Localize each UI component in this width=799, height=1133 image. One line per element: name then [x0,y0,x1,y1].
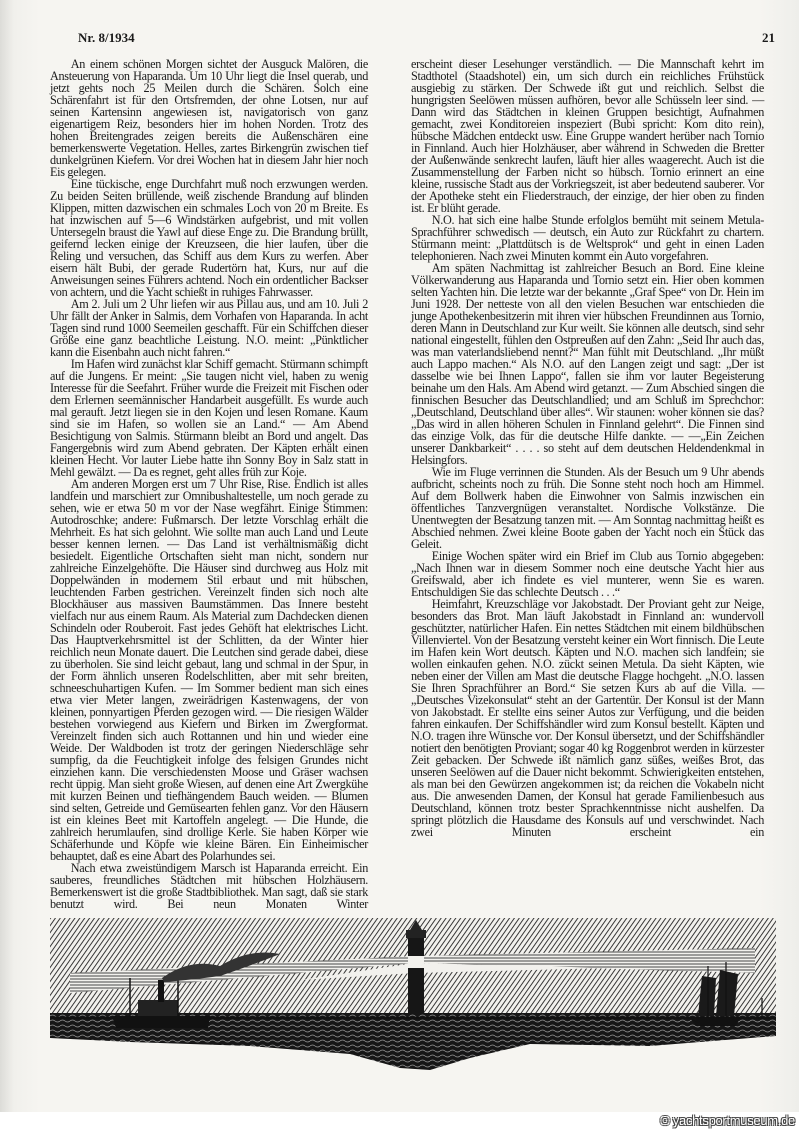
paragraph: Nach etwa zweistündigem Marsch ist Haparanda erreicht. Ein sauberes, freundliches Städtchen mit hübschen Holzhäusern. Bemerkenswert ist die große Stadtbibliothek. Man sagt, daß sie stark benutzt wird. Bei neun Monaten Winter [50,861,368,911]
paragraph: Im Hafen wird zunächst klar Schiff gemacht. Stürmann schimpft auf die Jungens. Er meint: „Sie taugen nicht viel, haben zu wenig Interesse für die Seefahrt. Früher wurde die Freizeit mit Fischen oder dem Erlernen seemännischer Handarbeit ausgefüllt. Es wurde auch mal gerauft. Jetzt liegen sie in den Kojen und lesen Romane. Kaum sind sie im Hafen, so wollen sie an Land.“ — Am Abend Besichtigung von Salmis. Stürmann bleibt an Bord und angelt. Das Fangergebnis wird zum Abend gebraten. Der Käpten erhält einen kleinen Hecht. Vor lauter Liebe hatte ihn Sonny Boy in Salz statt in Mehl gewälzt. — Da es regnet, geht alles früh zur Koje. [50,357,368,479]
paragraph: N.O. hat sich eine halbe Stunde erfolglos bemüht mit seinem Metula-Sprachführer schwedisch — deutsch, ein Auto zur Rückfahrt zu chartern. Stürmann meint: „Plattdütsch is de Weltsprok“ und geht in einen Laden telephonieren. Nach zwei Minuten kommt ein Auto vorgefahren. [411,213,764,263]
paragraph: Wie im Fluge verrinnen die Stunden. Als der Besuch um 9 Uhr abends aufbricht, scheints noch zu früh. Die Sonne steht noch hoch am Himmel. Auf dem Bollwerk haben die Einwohner von Salmis inzwischen ein öffentliches Tanzvergnügen veranstaltet. Nordische Volkstänze. Die Unentwegten der Besatzung tanzen mit. — Am Sonntag nachmittag heißt es Abschied nehmen. Zwei kleine Boote gaben der Yacht noch ein Stück das Geleit. [411,465,764,551]
paragraph: Am 2. Juli um 2 Uhr liefen wir aus Pillau aus, und am 10. Juli 2 Uhr fällt der Anker in Salmis, dem Vorhafen von Haparanda. In acht Tagen sind rund 1000 Seemeilen geschafft. Für ein Schiffchen dieser Größe eine ganz beachtliche Leistung. N.O. meint: „Pünktlicher kann die Eisenbahn auch nicht fahren.“ [50,297,368,359]
paragraph: Heimfahrt, Kreuzschläge vor Jakobstadt. Der Proviant geht zur Neige, besonders das Brot. Man läuft Jakobstadt in Finnland an: wundervoll geschützter, natürlicher Hafen. Ein nettes Städtchen mit einem bildhübschen Villenviertel. Von der Besatzung versteht keiner ein Wort finnisch. Die Leute im Hafen kein Wort deutsch. Käpten und N.O. machen sich landfein; sie wollen einkaufen gehen. N.O. zückt seinen Metula. Da sieht Käpten, wie neben einer der Villen am Mast die deutsche Flagge hochgeht. „N.O. lassen Sie Ihren Sprachführer an Bord.“ Sie setzen Kurs ab auf die Villa. — „Deutsches Vizekonsulat“ steht an der Gartentür. Der Konsul ist der Mann von Jakobstadt. Er stellte eins seiner Autos zur Verfügung, und die beiden fahren einkaufen. Der Schiffshändler wird zum Konsul bestellt. Käpten und N.O. tragen ihre Wünsche vor. Der Konsul übersetzt, und der Schiffshändler notiert den benötigten Proviant; sogar 40 kg Roggenbrot werden in kürzester Zeit gebacken. Der Schwede ißt nämlich ganz süßes, weißes Brot, das unseren Seelöwen auf die Dauer nicht bekommt. Schwierigkeiten entstehen, als man bei den Gewürzen angekommen ist; da reichen die Vokabeln nicht aus. Die anwesenden Damen, der Konsul hat gerade Familienbesuch aus Deutschland, können trotz bester Sprachkenntnisse nicht aushelfen. Da springt plötzlich die Hausdame des Konsuls auf und verschwindet. Nach zwei Minuten erscheint ein [411,597,764,839]
page-number: 21 [762,30,775,45]
paragraph: An einem schönen Morgen sichtet der Ausguck Malören, die Ansteuerung von Haparanda. Um 10 Uhr liegt die Insel querab, und jetzt gehts noch 25 Meilen durch die Schären. Solch eine Schärenfahrt ist für den Ortsfremden, der ohne Lotsen, nur auf seinen Kartensinn angewiesen ist, navigatorisch von ganz eigenartigem Reiz, besonders hier im hohen Norden. Trotz des hohen Breitengrades zeigen bereits die Außenschären eine bemerkenswerte Vegetation. Helles, zartes Birkengrün zwischen tief dunkelgrünen Kiefern. Vor drei Wochen hat in diesem Jahr hier noch Eis gelegen. [50,57,368,179]
paragraph: Am anderen Morgen erst um 7 Uhr Rise, Rise. Endlich ist alles landfein und marschiert zur Omnibushaltestelle, um noch gerade zu sehen, wie er etwa 50 m vor der Nase wegfährt. Einige Stimmen: Autodroschke; andere: Fußmarsch. Der letzte Vorschlag erhält die Mehrheit. Es hat sich gelohnt. Wie sollte man auch Land und Leute besser kennen lernen. — Das Land ist verhältnismäßig dicht besiedelt. Eigentliche Ortschaften sieht man nicht, sondern nur zahlreiche Einzelgehöfte. Die Häuser sind durchweg aus Holz mit Doppelwänden in modernem Stil erbaut und mit hübschen, leuchtenden Farben gestrichen. Vereinzelt finden sich noch alte Blockhäuser aus massiven Baumstämmen. Das Innere besteht vielfach nur aus einem Raum. Als Material zum Dachdecken dienen Schindeln oder Rouberoit. Fast jedes Gehöft hat elektrisches Licht. Das Hauptverkehrsmittel ist der Schlitten, da der Winter hier reichlich neun Monate dauert. Die Leutchen sind gerade dabei, diese zu überholen. Sie sind leicht gebaut, lang und schmal in der Spur, in der Form ähnlich unseren Rodelschlitten, aber mit sehr breiten, schneeschuhartigen Kufen. — Im Sommer bedient man sich eines etwa vier Meter langen, zweirädrigen Kastenwagens, der von kleinen, ponnyartigen Pferden gezogen wird. — Die riesigen Wälder bestehen vorwiegend aus Kiefern und Birken im Zwergformat. Vereinzelt finden sich auch Rottannen und hin und wieder eine Weide. Der Waldboden ist trotz der geringen Niederschläge sehr sumpfig, da die Feuchtigkeit infolge des felsigen Grundes nicht einziehen kann. Die verschiedensten Moose und Gräser wachsen recht üppig. Man sieht große Wiesen, auf denen eine Art Zwergkühe mit kurzen Beinen und tiefhängendem Bauch weiden. — Blumen sind selten, Getreide und Gemüsearten fehlen ganz. Vor den Häusern ist ein kleines Beet mit Kartoffeln angelegt. — Die Hunde, die zahlreich herumlaufen, sind drollige Kerle. Sie haben Körper wie Schäferhunde und Köpfe wie kleine Bären. Ein Einheimischer behauptet, daß es eine Abart des Polarhundes sei. [50,477,368,863]
watermark: © yachtsportmuseum.de [660,1113,795,1128]
paragraph: erscheint dieser Lesehunger verständlich. — Die Mannschaft kehrt im Stadthotel (Staadshotel) ein, um sich durch ein reichliches Frühstück ausgiebig zu stärken. Der Schwede ißt gut und reichlich. Selbst die hungrigsten Seelöwen müssen aufhören, bevor alle Schüsseln leer sind. — Dann wird das Städtchen in kleinen Gruppen besichtigt, Aufnahmen gemacht, zwei Konditoreien inspeziert (Bubi spricht: Kom dito rein), hübsche Mädchen entdeckt usw. Eine Gruppe wandert herüber nach Tornio in Finnland. Auch hier Holzhäuser, aber während in Schweden die Bretter der Außenwände senkrecht laufen, läuft hier alles waagerecht. Auch ist die Zusammenstellung der Farben nicht so hübsch. Tornio erinnert an eine kleine, russische Stadt aus der Vorkriegszeit, ist aber bedeutend sauberer. Vor der Apotheke steht ein Fliederstrauch, der einzige, der hier oben zu finden ist. Er blüht gerade. [411,57,764,215]
paragraph: Einige Wochen später wird ein Brief im Club aus Tornio abgegeben: „Nach Ihnen war in diesem Sommer noch eine deutsche Yacht hier aus Greifswald, aber ich findete es viel munterer, wenn Sie es waren. Entschuldigen Sie das schlechte Deutsch . . .“ [411,549,764,599]
right-column [411,58,764,838]
paragraph: Eine tückische, enge Durchfahrt muß noch erzwungen werden. Zu beiden Seiten brüllende, weiß zischende Brandung auf blinden Klippen, mitten dazwischen ein schmales Loch von 20 m Breite. Es hat inzwischen auf 5—6 Windstärken aufgebrist, und mit vollen Untersegeln braust die Yawl auf diese Enge zu. Die Brandung brüllt, geifernd lecken einige der Kreuzseen, die hier laufen, über die Reling und versuchen, das Schiff aus dem Kurs zu werfen. Aber eisern hält Bubi, der gerade Rudertörn hat, Kurs, nur auf die Anweisungen seines Führers achtend. Noch ein ordentlicher Backser von achtern, und die Yacht schießt in ruhiges Fahrwasser. [50,177,368,299]
left-column [50,58,368,910]
lighthouse-seascape-illustration [50,918,776,1078]
lighthouse-icon [406,920,426,1014]
issue-number: Nr. 8/1934 [78,30,135,45]
paragraph: Am späten Nachmittag ist zahlreicher Besuch an Bord. Eine kleine Völkerwanderung aus Haparanda und Tornio setzt ein. Hier oben kommen selten Yachten hin. Die letzte war der bekannte „Graf Spee“ von Dr. Hein im Juni 1928. Der netteste von all den vielen Besuchen war entschieden die junge Apothekenbesitzerin mit ihren vier hübschen Freundinnen aus Tornio, deren Mann in Deutschland zur Kur weilt. Sie können alle deutsch, sind sehr national eingestellt, fühlen den Ostpreußen auf den Zahn: „Seid Ihr auch das, was man vaterlandsliebend nennt?“ Man fühlt mit Deutschland. „Ihr müßt auch Lappo machen.“ Als N.O. auf den Langen zeigt und sagt: „Der ist dasselbe wie bei Ihnen Lappo“, fallen sie ihm vor lauter Begeisterung beinahe um den Hals. Am Abend wird getanzt. — Zum Abschied singen die finnischen Besucher das Deutschlandlied; und am Schluß im Sprechchor: „Deutschland, Deutschland über alles“. Wir staunen: woher können sie das? „Das wird in allen höheren Schulen in Finnland gelehrt“. Die Finnen sind das einzige Volk, das für die deutsche Hilfe dankte. — —„Ein Zeichen unserer Dankbarkeit“ . . . . so steht auf dem deutschen Heldendenkmal in Helsingfors. [411,261,764,467]
